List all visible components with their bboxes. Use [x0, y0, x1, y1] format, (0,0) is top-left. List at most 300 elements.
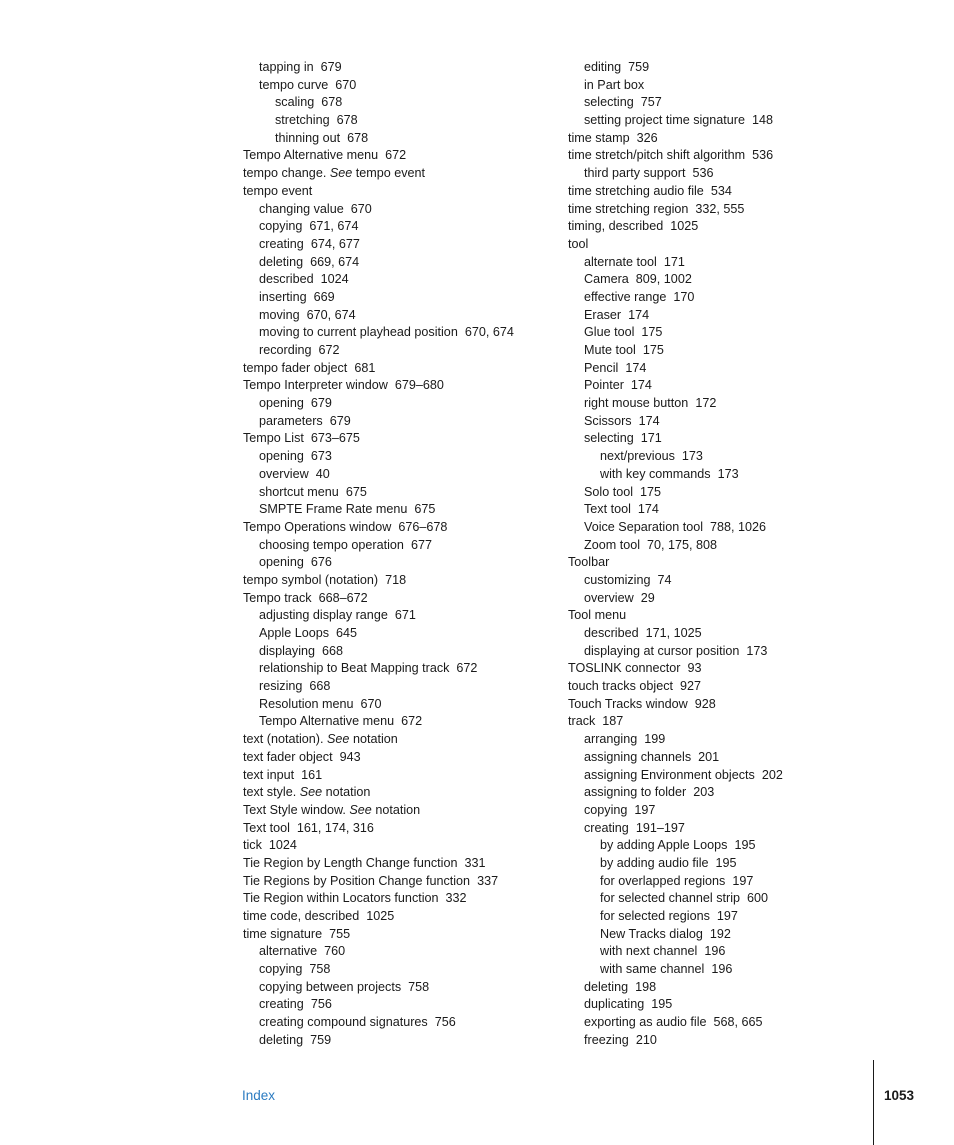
index-term: opening [259, 396, 304, 411]
index-term: tempo symbol (notation) [243, 572, 379, 587]
index-term: described [584, 626, 639, 640]
index-term: with key commands [600, 466, 711, 481]
index-term: creating [584, 820, 629, 835]
index-term: Tie Region by Length Change function [243, 855, 458, 870]
index-term: assigning to folder [584, 785, 687, 800]
page-reference: 670, 674 [464, 325, 514, 340]
index-entry [243, 731, 563, 749]
index-column-left [243, 59, 563, 1050]
index-entry [568, 147, 898, 165]
page-number: 1053 [884, 1088, 915, 1103]
index-subentry [568, 625, 898, 643]
page-reference: 756 [310, 997, 332, 1012]
index-subentry [243, 59, 563, 77]
page-reference: 809, 1002 [635, 272, 692, 287]
index-term: tapping in [259, 60, 314, 74]
index-entry [243, 590, 563, 608]
page-reference: 197 [732, 873, 754, 888]
index-subentry [243, 254, 563, 272]
index-term: Solo tool [584, 484, 634, 499]
index-term: deleting [259, 1032, 304, 1047]
index-term: tempo event [243, 183, 313, 198]
page-reference: 195 [715, 855, 737, 870]
index-entry [243, 784, 563, 802]
page-reference: 670 [335, 77, 357, 92]
index-entry [568, 607, 898, 625]
index-term: tempo fader object [243, 360, 348, 375]
index-subentry [568, 112, 898, 130]
index-term: by adding Apple Loops [600, 838, 728, 853]
index-term: moving to current playhead position [259, 325, 458, 340]
index-subentry [568, 289, 898, 307]
index-term: SMPTE Frame Rate menu [259, 502, 408, 517]
index-term: copying between projects [259, 979, 402, 994]
page-reference: 196 [704, 944, 726, 959]
page-reference: 337 [477, 873, 499, 888]
index-subentry [568, 59, 898, 77]
page-reference: 678 [321, 95, 343, 110]
index-term: copying [259, 962, 303, 977]
index-term: text fader object [243, 749, 333, 764]
index-term: Tool menu [568, 608, 627, 623]
page-reference: 210 [635, 1032, 657, 1047]
index-term: deleting [584, 979, 629, 994]
index-subentry [568, 77, 898, 95]
index-term: Camera [584, 272, 629, 287]
page-reference: 197 [716, 909, 738, 923]
page-reference: 668 [322, 643, 344, 658]
page-reference: 671 [394, 608, 416, 623]
index-term: Tempo Operations window [243, 519, 392, 534]
index-subentry [243, 1032, 563, 1050]
index-term: Voice Separation tool [584, 519, 704, 534]
page-reference: 1025 [670, 219, 699, 234]
index-subentry [568, 501, 898, 519]
index-term: text (notation). [243, 732, 324, 747]
index-term: moving [259, 307, 300, 322]
index-term: for overlapped regions [600, 873, 726, 888]
index-term: time stretching audio file [568, 183, 704, 198]
index-subentry [243, 395, 563, 413]
page-reference: 174 [625, 360, 647, 375]
page-reference: 171, 1025 [645, 626, 702, 640]
index-subentry [243, 236, 563, 254]
index-subentry [243, 218, 563, 236]
index-subentry [568, 643, 898, 661]
index-entry [243, 767, 563, 785]
page-reference: 174 [628, 307, 650, 322]
page-reference: 681 [354, 360, 376, 375]
index-subentry [243, 678, 563, 696]
page-reference: 171 [663, 254, 685, 269]
index-term: for selected channel strip [600, 891, 741, 906]
index-term: with same channel [600, 962, 705, 977]
index-term: described [259, 272, 314, 287]
index-term: thinning out [275, 130, 341, 145]
see-reference-label: See [327, 732, 350, 747]
page-reference: 759 [310, 1032, 332, 1047]
index-term: stretching [275, 113, 330, 128]
page-reference: 678 [347, 130, 369, 145]
page-reference: 670 [350, 201, 372, 216]
page-reference: 679 [320, 60, 342, 74]
index-entry [568, 554, 898, 572]
page-reference: 198 [635, 979, 657, 994]
index-entry [243, 572, 563, 590]
index-term: opening [259, 449, 304, 464]
page-reference: 74 [657, 572, 672, 587]
index-subentry [243, 979, 563, 997]
index-subentry [243, 996, 563, 1014]
page-reference: 672 [456, 661, 478, 676]
index-subentry [243, 342, 563, 360]
index-term: resizing [259, 679, 303, 694]
index-term: opening [259, 555, 304, 570]
see-reference-target: notation [325, 785, 371, 800]
page-reference: 191–197 [635, 820, 685, 835]
page-reference: 678 [336, 113, 358, 128]
index-entry [243, 908, 563, 926]
index-entry [568, 201, 898, 219]
index-subentry [568, 395, 898, 413]
index-term: Glue tool [584, 325, 635, 340]
index-subentry [568, 837, 898, 855]
index-entry [243, 519, 563, 537]
index-term: alternative [259, 944, 318, 959]
page-reference: 676–678 [398, 519, 448, 534]
index-term: copying [259, 219, 303, 234]
index-subentry [243, 413, 563, 431]
index-subentry [243, 643, 563, 661]
page-reference: 534 [710, 183, 732, 198]
footer-section-label: Index [242, 1088, 276, 1103]
index-term: next/previous [600, 449, 675, 464]
index-column-right [568, 59, 898, 1050]
index-entry [243, 926, 563, 944]
index-term: with next channel [600, 944, 698, 959]
see-reference-target: tempo event [355, 166, 426, 181]
index-term: editing [584, 60, 622, 74]
page-reference: 201 [698, 749, 720, 764]
index-entry [243, 183, 563, 201]
index-subentry [243, 466, 563, 484]
page-reference: 927 [680, 679, 702, 694]
index-term: Tempo Alternative menu [243, 148, 379, 163]
index-subentry [243, 943, 563, 961]
index-term: selecting [584, 431, 634, 446]
page-reference: 760 [324, 944, 346, 959]
index-term: changing value [259, 201, 344, 216]
index-subentry [568, 484, 898, 502]
page-reference: 675 [345, 484, 367, 499]
index-term: adjusting display range [259, 608, 388, 623]
index-subentry [243, 448, 563, 466]
index-term: effective range [584, 289, 667, 304]
index-term: shortcut menu [259, 484, 339, 499]
index-entry [243, 430, 563, 448]
index-subentry [243, 271, 563, 289]
index-entry [243, 360, 563, 378]
index-term: exporting as audio file [584, 1015, 707, 1030]
page-reference: 536 [692, 166, 714, 181]
see-reference-target: notation [352, 732, 398, 747]
page-reference: 536 [752, 148, 774, 163]
index-term: Tie Region within Locators function [243, 891, 439, 906]
index-subentry [243, 112, 563, 130]
index-subentry [568, 94, 898, 112]
page-reference: 674, 677 [310, 236, 360, 251]
index-term: Text tool [584, 502, 631, 517]
index-term: Tempo track [243, 590, 312, 605]
index-term: tempo curve [259, 77, 329, 92]
index-term: Zoom tool [584, 537, 640, 552]
index-subentry [568, 254, 898, 272]
index-entry [243, 837, 563, 855]
page-reference: 175 [642, 343, 664, 357]
index-term: Touch Tracks window [568, 696, 688, 711]
index-subentry [568, 271, 898, 289]
index-term: Scissors [584, 413, 632, 428]
index-term: timing, described [568, 219, 664, 234]
page-reference: 161, 174, 316 [296, 820, 374, 835]
index-subentry [568, 767, 898, 785]
index-subentry [568, 519, 898, 537]
index-entry [243, 377, 563, 395]
index-entry [568, 713, 898, 731]
page-reference: 326 [636, 130, 658, 145]
index-entry [243, 749, 563, 767]
index-term: track [568, 714, 596, 729]
index-subentry [243, 961, 563, 979]
index-subentry [243, 696, 563, 714]
index-subentry [568, 731, 898, 749]
index-term: Tempo List [243, 431, 304, 446]
page-reference: 672 [401, 714, 423, 729]
see-reference-label: See [349, 802, 372, 817]
page-reference: 196 [711, 962, 733, 977]
page-reference: 170 [673, 289, 695, 304]
index-term: overview [259, 466, 309, 481]
page-reference: 758 [309, 962, 331, 977]
index-subentry [243, 94, 563, 112]
page-reference: 29 [640, 590, 655, 605]
page-reference: 187 [602, 714, 624, 729]
page-reference: 195 [734, 838, 756, 853]
index-subentry [568, 448, 898, 466]
page-reference: 670 [360, 696, 382, 711]
index-term: Pointer [584, 378, 624, 393]
index-term: Resolution menu [259, 696, 354, 711]
index-term: parameters [259, 413, 323, 428]
index-term: copying [584, 802, 628, 817]
index-term: time signature [243, 926, 323, 941]
index-entry [243, 820, 563, 838]
index-term: third party support [584, 166, 686, 181]
index-subentry [568, 307, 898, 325]
index-term: choosing tempo operation [259, 537, 404, 552]
see-reference-label: See [329, 166, 353, 181]
page-reference: 70, 175, 808 [647, 537, 718, 552]
index-term: text style. [243, 785, 297, 800]
page-reference: 679 [329, 413, 351, 428]
index-subentry [243, 554, 563, 572]
index-subentry [568, 590, 898, 608]
index-subentry [568, 926, 898, 944]
index-subentry [568, 342, 898, 360]
index-subentry [243, 77, 563, 95]
index-entry [243, 855, 563, 873]
index-subentry [243, 660, 563, 678]
index-term: time stretching region [568, 201, 689, 216]
page-reference: 40 [315, 466, 330, 481]
index-term: tempo change. [243, 166, 327, 181]
index-entry [568, 678, 898, 696]
index-term: Text tool [243, 820, 290, 835]
index-entry [568, 236, 898, 254]
index-subentry [243, 130, 563, 148]
index-subentry [568, 820, 898, 838]
page-reference: 788, 1026 [710, 519, 767, 534]
index-term: duplicating [584, 997, 645, 1012]
page-reference: 668 [309, 679, 331, 694]
page-reference: 600 [747, 891, 769, 906]
page-reference: 670, 674 [306, 307, 356, 322]
index-term: Tempo Alternative menu [259, 714, 395, 729]
index-term: freezing [584, 1032, 629, 1047]
index-subentry [568, 802, 898, 820]
index-subentry [568, 537, 898, 555]
index-term: overview [584, 590, 634, 605]
page-reference: 161 [301, 767, 323, 782]
index-term: arranging [584, 732, 638, 747]
index-term: scaling [275, 95, 315, 110]
index-subentry [568, 413, 898, 431]
index-term: displaying [259, 643, 316, 658]
index-subentry [568, 784, 898, 802]
index-subentry [568, 979, 898, 997]
index-term: assigning channels [584, 749, 692, 764]
page-reference: 928 [694, 696, 716, 711]
index-subentry [243, 201, 563, 219]
index-subentry [568, 873, 898, 891]
page-reference: 673 [310, 449, 332, 464]
page-reference: 759 [628, 60, 650, 74]
index-subentry [568, 996, 898, 1014]
index-term: displaying at cursor position [584, 643, 740, 658]
page-reference: 202 [761, 767, 783, 782]
index-term: in Part box [584, 77, 645, 92]
index-term: time stamp [568, 130, 630, 145]
index-term: touch tracks object [568, 679, 673, 694]
see-reference-label: See [299, 785, 323, 800]
index-term: right mouse button [584, 396, 689, 411]
index-subentry [568, 1014, 898, 1032]
page-reference: 173 [746, 643, 768, 658]
index-term: Eraser [584, 307, 622, 322]
index-term: Tempo Interpreter window [243, 378, 388, 393]
footer-divider [873, 1060, 874, 1145]
page-reference: 676 [310, 555, 332, 570]
page-reference: 174 [637, 502, 659, 517]
index-term: recording [259, 343, 312, 357]
page-reference: 672 [385, 148, 407, 163]
page-reference: 677 [410, 537, 432, 552]
index-subentry [568, 890, 898, 908]
page-reference: 172 [695, 396, 717, 411]
index-term: setting project time signature [584, 113, 746, 128]
page-reference: 568, 665 [713, 1015, 763, 1030]
index-subentry [568, 749, 898, 767]
index-subentry [568, 165, 898, 183]
page-reference: 174 [630, 378, 652, 393]
page-reference: 669 [313, 289, 335, 304]
page-reference: 175 [640, 484, 662, 499]
index-term: Text Style window. [243, 802, 346, 817]
page-reference: 332, 555 [695, 201, 745, 216]
index-term: tool [568, 236, 589, 251]
index-entry [243, 802, 563, 820]
index-term: creating compound signatures [259, 1015, 428, 1030]
page-reference: 679–680 [394, 378, 444, 393]
index-term: tick [243, 838, 262, 853]
index-subentry [568, 430, 898, 448]
page-reference: 332 [445, 891, 467, 906]
index-entry [568, 218, 898, 236]
index-entry [243, 890, 563, 908]
index-term: Apple Loops [259, 626, 330, 640]
page-reference: 758 [408, 979, 430, 994]
index-term: time stretch/pitch shift algorithm [568, 148, 746, 163]
index-subentry [568, 360, 898, 378]
page-reference: 645 [336, 626, 358, 640]
page-reference: 1024 [268, 838, 297, 853]
index-term: text input [243, 767, 295, 782]
index-term: Mute tool [584, 343, 636, 357]
index-subentry [568, 855, 898, 873]
index-subentry [243, 625, 563, 643]
page-reference: 675 [414, 502, 436, 517]
index-term: customizing [584, 572, 651, 587]
index-subentry [568, 943, 898, 961]
index-subentry [568, 908, 898, 926]
index-entry [243, 147, 563, 165]
page-reference: 192 [709, 926, 731, 941]
page-reference: 203 [693, 785, 715, 800]
page-reference: 756 [434, 1015, 456, 1030]
index-entry [568, 660, 898, 678]
page-reference: 199 [644, 732, 666, 747]
page-reference: 174 [638, 413, 660, 428]
page-reference: 148 [752, 113, 774, 128]
index-term: relationship to Beat Mapping track [259, 661, 450, 676]
index-term: assigning Environment objects [584, 767, 755, 782]
page-reference: 757 [640, 95, 662, 110]
page-reference: 943 [339, 749, 361, 764]
page-reference: 718 [385, 572, 407, 587]
page-reference: 195 [651, 997, 673, 1012]
index-subentry [568, 961, 898, 979]
page-reference: 1025 [366, 909, 395, 923]
index-term: selecting [584, 95, 634, 110]
index-subentry [568, 1032, 898, 1050]
index-term: time code, described [243, 909, 360, 923]
index-term: creating [259, 236, 304, 251]
index-term: Tie Regions by Position Change function [243, 873, 471, 888]
page-reference: 197 [634, 802, 656, 817]
page-reference: 173 [717, 466, 739, 481]
index-subentry [568, 466, 898, 484]
index-subentry [243, 607, 563, 625]
